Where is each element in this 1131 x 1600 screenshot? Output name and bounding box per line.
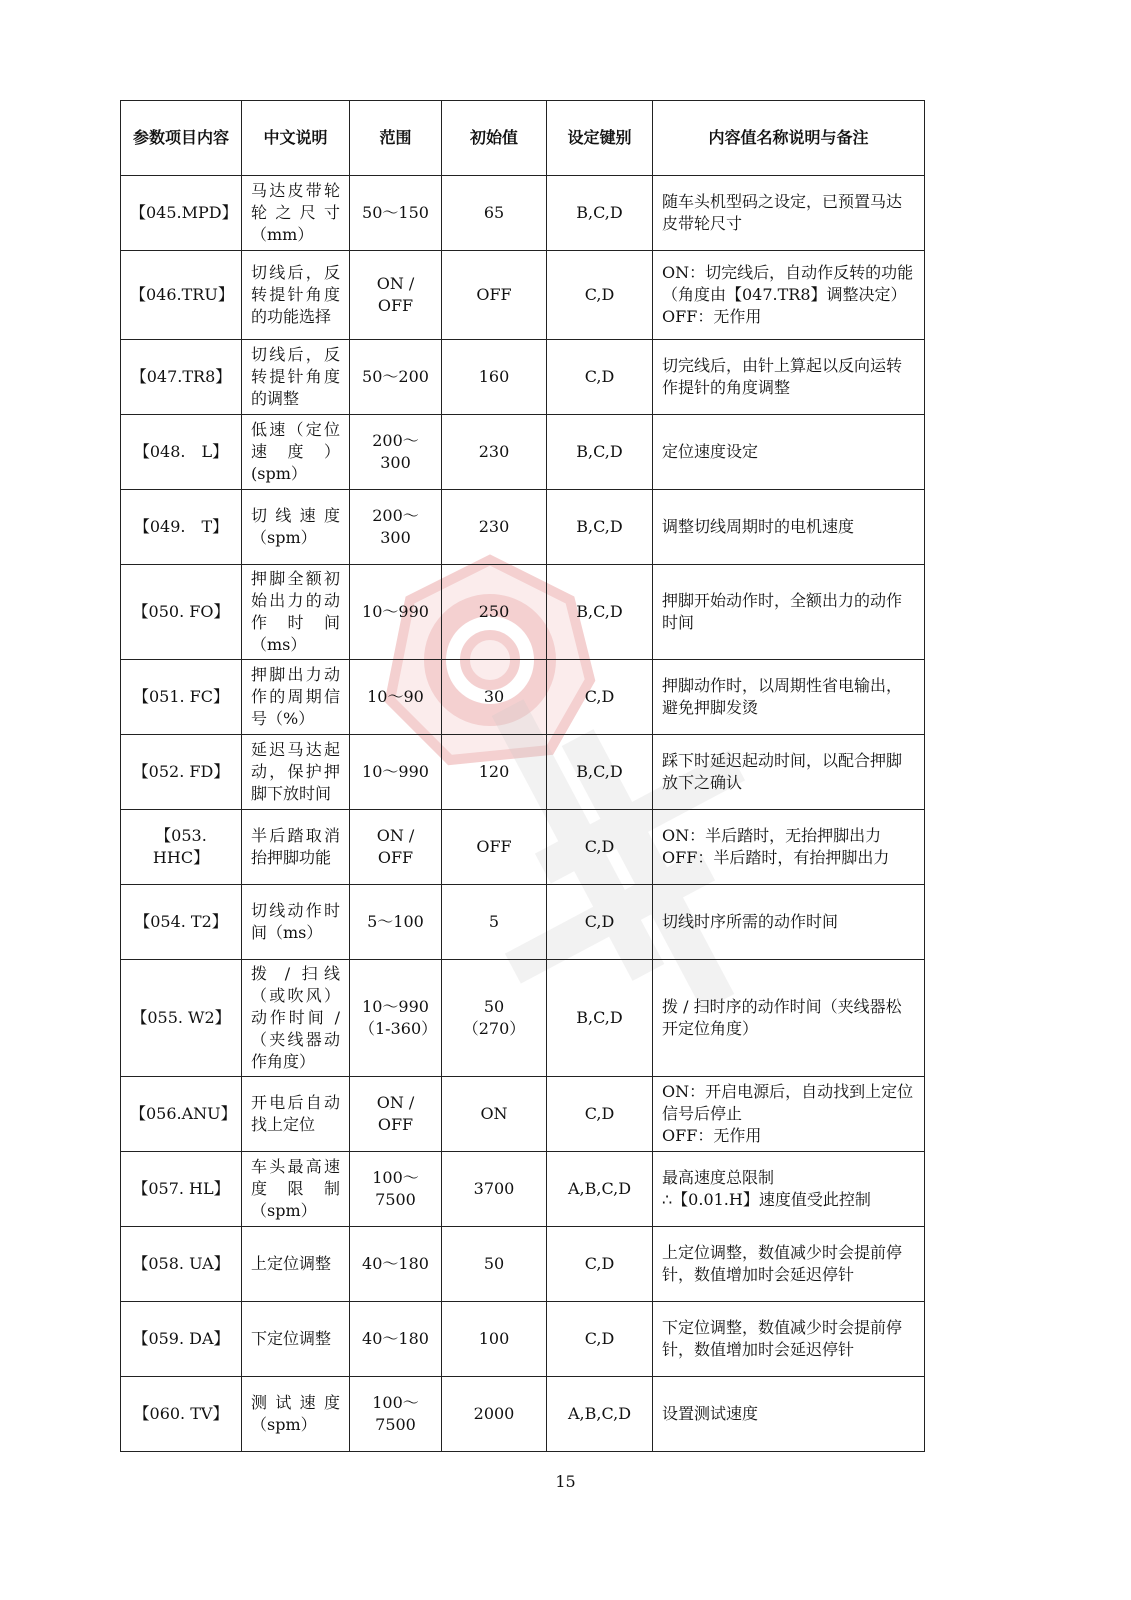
cell-note <box>653 1227 925 1302</box>
cell-range-line: 10～90 <box>367 687 424 706</box>
cell-range-line: 50～200 <box>362 367 429 386</box>
cell-initial <box>442 885 547 960</box>
table-row <box>121 660 925 735</box>
cell-initial-line: 3700 <box>473 1179 515 1198</box>
cell-range <box>350 1077 442 1152</box>
cell-initial-line: 250 <box>478 602 510 621</box>
cell-desc: 切线后，反转提针角度的功能选择 <box>242 251 350 340</box>
cell-param: 【055. W2】 <box>121 960 242 1077</box>
cell-range-line: 10～990 <box>362 602 429 621</box>
cell-range <box>350 251 442 340</box>
table-row <box>121 960 925 1077</box>
table-row <box>121 415 925 490</box>
cell-range-line: 40～180 <box>362 1254 429 1273</box>
cell-note <box>653 251 925 340</box>
cell-keys: C,D <box>547 340 653 415</box>
cell-keys: C,D <box>547 251 653 340</box>
cell-initial <box>442 490 547 565</box>
cell-keys: C,D <box>547 1302 653 1377</box>
cell-initial <box>442 1377 547 1452</box>
note-line: 最高速度总限制 <box>662 1168 775 1187</box>
cell-note <box>653 1077 925 1152</box>
note-line: ON：半后踏时，无抬押脚出力 <box>662 826 882 845</box>
cell-range <box>350 885 442 960</box>
table-header-row <box>121 101 925 176</box>
cell-initial-line: 230 <box>478 517 510 536</box>
table-row <box>121 340 925 415</box>
parameter-table <box>120 100 925 1452</box>
note-line: ON：切完线后，自动作反转的功能（角度由【047.TR8】调整决定） <box>662 263 914 304</box>
cell-param: 【045.MPD】 <box>121 176 242 251</box>
note-line: OFF：无作用 <box>662 307 762 326</box>
cell-initial <box>442 176 547 251</box>
cell-initial-line: 230 <box>478 442 510 461</box>
cell-initial <box>442 1152 547 1227</box>
cell-range <box>350 1302 442 1377</box>
cell-range-line: ON / OFF <box>376 826 415 867</box>
table-row <box>121 810 925 885</box>
header-range: 范围 <box>350 101 442 176</box>
note-line: 定位速度设定 <box>662 442 759 461</box>
cell-desc: 马达皮带轮轮之尺寸（mm） <box>242 176 350 251</box>
cell-range <box>350 490 442 565</box>
cell-range-line: 100～ <box>372 1168 419 1187</box>
cell-range <box>350 565 442 660</box>
cell-initial-line: 50 <box>483 997 505 1016</box>
note-line: 押脚开始动作时，全额出力的动作时间 <box>662 591 903 632</box>
cell-note <box>653 340 925 415</box>
cell-initial <box>442 810 547 885</box>
cell-param: 【060. TV】 <box>121 1377 242 1452</box>
cell-range-line: 7500 <box>375 1190 416 1209</box>
cell-note <box>653 960 925 1077</box>
cell-initial-line: 2000 <box>473 1404 515 1423</box>
cell-param: 【053. HHC】 <box>121 810 242 885</box>
cell-range <box>350 735 442 810</box>
note-line: 切完线后，由针上算起以反向运转作提针的角度调整 <box>662 356 903 397</box>
note-line: 拨 / 扫时序的动作时间（夹线器松开定位角度） <box>662 997 902 1038</box>
cell-initial <box>442 960 547 1077</box>
cell-initial <box>442 735 547 810</box>
header-param: 参数项目内容 <box>121 101 242 176</box>
cell-desc: 押脚出力动作的周期信号（%） <box>242 660 350 735</box>
cell-initial-line: 30 <box>483 687 505 706</box>
cell-initial <box>442 565 547 660</box>
note-line: OFF：半后踏时，有抬押脚出力 <box>662 848 890 867</box>
note-line: 上定位调整，数值减少时会提前停针，数值增加时会延迟停针 <box>662 1243 903 1284</box>
table-row <box>121 1377 925 1452</box>
note-line: 设置测试速度 <box>662 1404 759 1423</box>
cell-initial <box>442 1227 547 1302</box>
cell-keys: A,B,C,D <box>547 1152 653 1227</box>
cell-desc: 拨 / 扫线（或吹风）动作时间 /（夹线器动作角度） <box>242 960 350 1077</box>
note-line: ∴【0.01.H】速度值受此控制 <box>662 1190 871 1209</box>
cell-param: 【051. FC】 <box>121 660 242 735</box>
cell-note <box>653 490 925 565</box>
cell-range-line: 10～990 <box>362 997 429 1016</box>
cell-keys: C,D <box>547 660 653 735</box>
cell-desc: 测试速度（spm） <box>242 1377 350 1452</box>
cell-keys: C,D <box>547 810 653 885</box>
cell-initial-line: 120 <box>478 762 510 781</box>
cell-param: 【052. FD】 <box>121 735 242 810</box>
cell-keys: B,C,D <box>547 565 653 660</box>
cell-range-line: 5～100 <box>367 912 424 931</box>
cell-initial-line: OFF <box>476 837 512 856</box>
table-row <box>121 885 925 960</box>
page-number: 15 <box>555 1472 576 1491</box>
cell-range-line: （1-360） <box>359 1019 438 1038</box>
table-row <box>121 1302 925 1377</box>
note-line: 随车头机型码之设定，已预置马达皮带轮尺寸 <box>662 192 903 233</box>
note-line: OFF：无作用 <box>662 1126 762 1145</box>
cell-note <box>653 1152 925 1227</box>
cell-range-line: ON / OFF <box>376 274 415 315</box>
cell-param: 【056.ANU】 <box>121 1077 242 1152</box>
cell-keys: B,C,D <box>547 490 653 565</box>
cell-param: 【047.TR8】 <box>121 340 242 415</box>
table-row <box>121 1077 925 1152</box>
cell-range <box>350 340 442 415</box>
cell-initial <box>442 340 547 415</box>
cell-keys: B,C,D <box>547 960 653 1077</box>
header-initial: 初始值 <box>442 101 547 176</box>
cell-range-line: ON / OFF <box>376 1093 415 1134</box>
table-body <box>121 176 925 1452</box>
cell-desc: 押脚全额初始出力的动作时间（ms） <box>242 565 350 660</box>
cell-range <box>350 960 442 1077</box>
cell-param: 【046.TRU】 <box>121 251 242 340</box>
cell-initial-line: 65 <box>483 203 505 222</box>
cell-keys: C,D <box>547 1077 653 1152</box>
cell-desc: 下定位调整 <box>242 1302 350 1377</box>
cell-desc: 上定位调整 <box>242 1227 350 1302</box>
cell-keys: C,D <box>547 1227 653 1302</box>
cell-keys: B,C,D <box>547 735 653 810</box>
cell-desc: 低速（定位速度）(spm） <box>242 415 350 490</box>
table-row <box>121 565 925 660</box>
note-line: 押脚动作时，以周期性省电输出，避免押脚发烫 <box>662 676 903 717</box>
cell-range <box>350 176 442 251</box>
note-line: ON：开启电源后，自动找到上定位信号后停止 <box>662 1082 914 1123</box>
cell-note <box>653 810 925 885</box>
cell-initial <box>442 660 547 735</box>
cell-range-line: 50～150 <box>362 203 429 222</box>
cell-param: 【057. HL】 <box>121 1152 242 1227</box>
cell-initial <box>442 1302 547 1377</box>
cell-desc: 切线动作时间（ms） <box>242 885 350 960</box>
header-desc: 中文说明 <box>242 101 350 176</box>
note-line: 切线时序所需的动作时间 <box>662 912 839 931</box>
cell-range-line: 200～300 <box>372 506 419 547</box>
header-note: 内容值名称说明与备注 <box>653 101 925 176</box>
cell-initial-line: 50 <box>483 1254 505 1273</box>
cell-param: 【049. T】 <box>121 490 242 565</box>
cell-initial <box>442 415 547 490</box>
cell-desc: 开电后自动找上定位 <box>242 1077 350 1152</box>
cell-range <box>350 660 442 735</box>
cell-initial-line: 5 <box>488 912 500 931</box>
cell-note <box>653 176 925 251</box>
cell-range-line: 10～990 <box>362 762 429 781</box>
cell-desc: 延迟马达起动，保护押脚下放时间 <box>242 735 350 810</box>
note-line: 下定位调整，数值减少时会提前停针，数值增加时会延迟停针 <box>662 1318 903 1359</box>
cell-keys: B,C,D <box>547 176 653 251</box>
cell-range <box>350 1377 442 1452</box>
cell-keys: B,C,D <box>547 415 653 490</box>
table-row <box>121 1227 925 1302</box>
cell-range <box>350 415 442 490</box>
cell-note <box>653 735 925 810</box>
cell-param: 【050. FO】 <box>121 565 242 660</box>
cell-note <box>653 1302 925 1377</box>
cell-initial-line: 160 <box>478 367 510 386</box>
cell-param: 【054. T2】 <box>121 885 242 960</box>
table-row <box>121 490 925 565</box>
cell-param: 【059. DA】 <box>121 1302 242 1377</box>
cell-param: 【058. UA】 <box>121 1227 242 1302</box>
cell-initial-line: ON <box>480 1104 508 1123</box>
cell-keys: A,B,C,D <box>547 1377 653 1452</box>
cell-range-line: 40～180 <box>362 1329 429 1348</box>
cell-desc: 半后踏取消抬押脚功能 <box>242 810 350 885</box>
cell-note <box>653 565 925 660</box>
cell-initial <box>442 251 547 340</box>
note-line: 踩下时延迟起动时间，以配合押脚放下之确认 <box>662 751 903 792</box>
cell-range-line: 100～ <box>372 1393 419 1412</box>
table-row <box>121 176 925 251</box>
table-row <box>121 251 925 340</box>
cell-note <box>653 660 925 735</box>
cell-range-line: 200～300 <box>372 431 419 472</box>
note-line: 调整切线周期时的电机速度 <box>662 517 855 536</box>
cell-initial-line: （270） <box>462 1019 526 1038</box>
cell-range <box>350 1152 442 1227</box>
cell-keys: C,D <box>547 885 653 960</box>
cell-param: 【048. L】 <box>121 415 242 490</box>
cell-initial-line: 100 <box>478 1329 510 1348</box>
cell-range <box>350 810 442 885</box>
cell-initial <box>442 1077 547 1152</box>
header-keys: 设定键别 <box>547 101 653 176</box>
cell-desc: 车头最高速度限制（spm） <box>242 1152 350 1227</box>
table-row <box>121 1152 925 1227</box>
cell-desc: 切线后，反转提针角度的调整 <box>242 340 350 415</box>
cell-note <box>653 885 925 960</box>
cell-desc: 切线速度（spm） <box>242 490 350 565</box>
table-row <box>121 735 925 810</box>
cell-initial-line: OFF <box>476 285 512 304</box>
cell-note <box>653 415 925 490</box>
cell-note <box>653 1377 925 1452</box>
cell-range <box>350 1227 442 1302</box>
cell-range-line: 7500 <box>375 1415 416 1434</box>
